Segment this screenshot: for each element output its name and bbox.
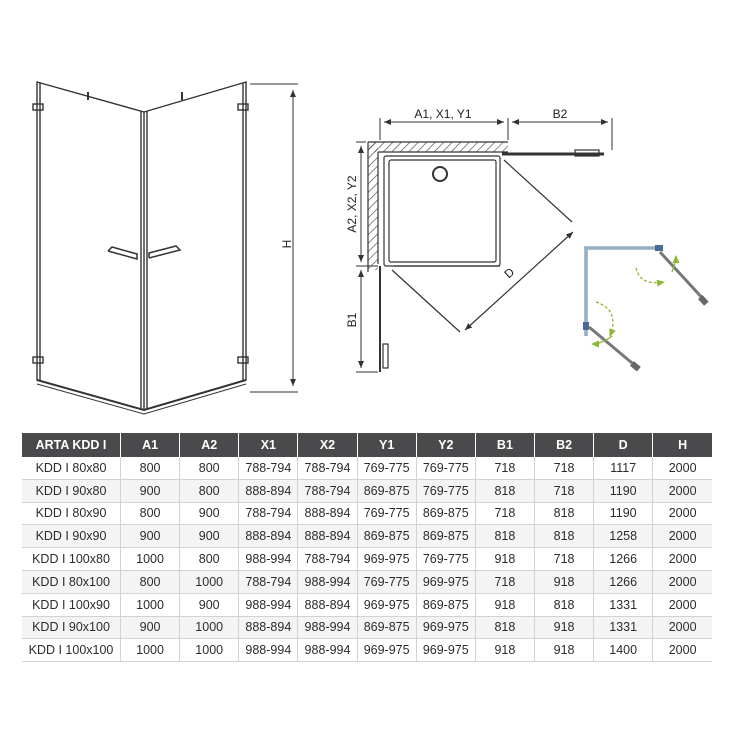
value-cell: 788-794 — [298, 457, 357, 479]
table-row — [22, 548, 712, 571]
dimensions-table — [22, 433, 712, 662]
value-cell: 1331 — [594, 616, 653, 639]
value-cell: 2000 — [653, 593, 712, 616]
table-header-row — [22, 433, 712, 457]
value-cell: 869-875 — [357, 525, 416, 548]
value-cell: 818 — [534, 593, 593, 616]
value-cell: 800 — [180, 457, 239, 479]
model-cell: KDD I 80x80 — [22, 457, 121, 479]
right-glass-panel — [144, 82, 246, 410]
table-row — [22, 525, 712, 548]
column-header: H — [653, 433, 712, 457]
drain-icon — [433, 167, 447, 181]
value-cell: 788-794 — [298, 548, 357, 571]
hinge-icon — [33, 357, 43, 363]
value-cell: 900 — [121, 479, 180, 502]
value-cell: 769-775 — [357, 457, 416, 479]
value-cell: 888-894 — [239, 479, 298, 502]
value-cell: 2000 — [653, 525, 712, 548]
column-header: X1 — [239, 433, 298, 457]
left-glass-panel — [37, 82, 144, 410]
value-cell: 2000 — [653, 616, 712, 639]
value-cell: 788-794 — [239, 502, 298, 525]
value-cell: 900 — [180, 525, 239, 548]
value-cell: 918 — [534, 570, 593, 593]
value-cell: 769-775 — [357, 570, 416, 593]
height-dimension — [250, 84, 298, 392]
value-cell: 869-875 — [416, 502, 475, 525]
handle-icon — [108, 247, 137, 259]
value-cell: 969-975 — [416, 616, 475, 639]
value-cell: 2000 — [653, 502, 712, 525]
value-cell: 2000 — [653, 548, 712, 571]
value-cell: 718 — [534, 457, 593, 479]
value-cell: 888-894 — [239, 525, 298, 548]
column-header: A2 — [180, 433, 239, 457]
value-cell: 888-894 — [298, 502, 357, 525]
value-cell: 1266 — [594, 548, 653, 571]
value-cell: 969-975 — [416, 639, 475, 662]
column-header: Y1 — [357, 433, 416, 457]
table-row — [22, 570, 712, 593]
value-cell: 969-975 — [357, 548, 416, 571]
table-row — [22, 593, 712, 616]
table-row — [22, 616, 712, 639]
value-cell: 869-875 — [357, 616, 416, 639]
value-cell: 2000 — [653, 570, 712, 593]
value-cell: 918 — [534, 616, 593, 639]
model-cell: KDD I 90x90 — [22, 525, 121, 548]
table-row — [22, 457, 712, 479]
value-cell: 1000 — [180, 570, 239, 593]
value-cell: 900 — [121, 525, 180, 548]
value-cell: 969-975 — [416, 570, 475, 593]
door-opening-detail — [583, 245, 709, 372]
value-cell: 718 — [475, 502, 534, 525]
model-cell: KDD I 100x80 — [22, 548, 121, 571]
value-cell: 718 — [534, 548, 593, 571]
value-cell: 888-894 — [298, 593, 357, 616]
value-cell: 988-994 — [298, 570, 357, 593]
table-body — [22, 457, 712, 662]
label-a2-x2-y2: A2, X2, Y2 — [345, 175, 359, 233]
value-cell: 800 — [180, 548, 239, 571]
model-cell: KDD I 80x90 — [22, 502, 121, 525]
model-cell: KDD I 80x100 — [22, 570, 121, 593]
value-cell: 2000 — [653, 457, 712, 479]
table-row — [22, 502, 712, 525]
value-cell: 988-994 — [239, 548, 298, 571]
value-cell: 788-794 — [239, 457, 298, 479]
label-b1: B1 — [345, 312, 359, 328]
column-header: B2 — [534, 433, 593, 457]
value-cell: 1400 — [594, 639, 653, 662]
value-cell: 869-875 — [357, 479, 416, 502]
handle-icon — [149, 246, 180, 258]
value-cell: 769-775 — [416, 548, 475, 571]
model-cell: KDD I 100x100 — [22, 639, 121, 662]
value-cell: 1000 — [180, 616, 239, 639]
value-cell: 818 — [475, 616, 534, 639]
value-cell: 2000 — [653, 479, 712, 502]
value-cell: 769-775 — [357, 502, 416, 525]
value-cell: 788-794 — [298, 479, 357, 502]
value-cell: 818 — [534, 502, 593, 525]
value-cell: 818 — [534, 525, 593, 548]
value-cell: 800 — [121, 502, 180, 525]
column-header: D — [594, 433, 653, 457]
value-cell: 718 — [475, 570, 534, 593]
table-row — [22, 479, 712, 502]
value-cell: 888-894 — [239, 616, 298, 639]
table-row — [22, 639, 712, 662]
value-cell: 818 — [475, 479, 534, 502]
column-header: Y2 — [416, 433, 475, 457]
model-cell: KDD I 90x80 — [22, 479, 121, 502]
label-h: H — [280, 239, 294, 249]
value-cell: 969-975 — [357, 639, 416, 662]
model-cell: KDD I 100x90 — [22, 593, 121, 616]
value-cell: 988-994 — [298, 639, 357, 662]
value-cell: 918 — [534, 639, 593, 662]
value-cell: 800 — [121, 457, 180, 479]
value-cell: 800 — [121, 570, 180, 593]
model-cell: KDD I 90x100 — [22, 616, 121, 639]
value-cell: 900 — [180, 593, 239, 616]
hinge-icon — [33, 104, 43, 110]
value-cell: 818 — [475, 525, 534, 548]
value-cell: 1266 — [594, 570, 653, 593]
column-header: B1 — [475, 433, 534, 457]
value-cell: 718 — [534, 479, 593, 502]
value-cell: 918 — [475, 548, 534, 571]
value-cell: 1258 — [594, 525, 653, 548]
value-cell: 1190 — [594, 502, 653, 525]
swing-arrow-icon — [596, 302, 613, 336]
value-cell: 918 — [475, 593, 534, 616]
value-cell: 988-994 — [298, 616, 357, 639]
value-cell: 900 — [121, 616, 180, 639]
value-cell: 1000 — [121, 593, 180, 616]
value-cell: 1000 — [121, 548, 180, 571]
value-cell: 988-994 — [239, 639, 298, 662]
perspective-view — [33, 82, 248, 414]
label-b2: B2 — [552, 107, 568, 121]
value-cell: 869-875 — [416, 593, 475, 616]
swing-arrow-icon — [636, 268, 664, 283]
value-cell: 1190 — [594, 479, 653, 502]
value-cell: 2000 — [653, 639, 712, 662]
column-header: X2 — [298, 433, 357, 457]
value-cell: 788-794 — [239, 570, 298, 593]
value-cell: 769-775 — [416, 457, 475, 479]
value-cell: 1000 — [180, 639, 239, 662]
value-cell: 1331 — [594, 593, 653, 616]
value-cell: 1000 — [121, 639, 180, 662]
column-header: A1 — [121, 433, 180, 457]
value-cell: 888-894 — [298, 525, 357, 548]
value-cell: 769-775 — [416, 479, 475, 502]
value-cell: 869-875 — [416, 525, 475, 548]
value-cell: 900 — [180, 502, 239, 525]
value-cell: 988-994 — [239, 593, 298, 616]
label-a1-x1-y1: A1, X1, Y1 — [414, 107, 472, 121]
value-cell: 918 — [475, 639, 534, 662]
label-d: D — [501, 264, 518, 282]
value-cell: 1117 — [594, 457, 653, 479]
plan-view — [368, 142, 604, 372]
value-cell: 800 — [180, 479, 239, 502]
column-header: ARTA KDD I — [22, 433, 121, 457]
value-cell: 718 — [475, 457, 534, 479]
value-cell: 969-975 — [357, 593, 416, 616]
